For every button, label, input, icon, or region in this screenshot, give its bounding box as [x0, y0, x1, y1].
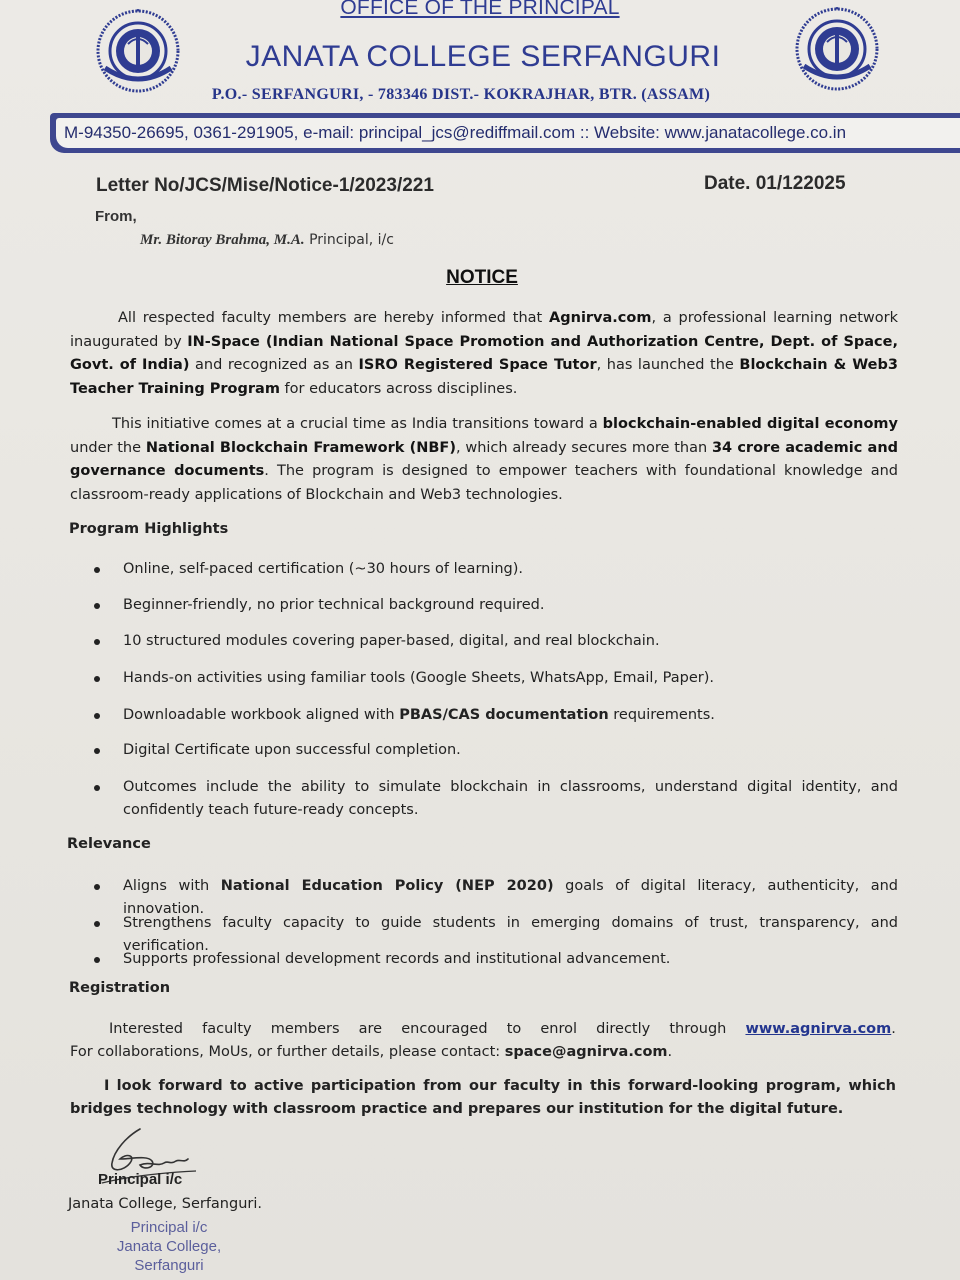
notice-title: NOTICE — [446, 267, 518, 288]
college-address: P.O.- SERFANGURI, - 783346 DIST.- KOKRAJHAR, BTR. (ASSAM) — [211, 86, 711, 103]
sender-name: Mr. Bitoray Brahma, M.A. — [140, 232, 305, 248]
initiative-paragraph: This initiative comes at a crucial time as India transitions toward a blockchain-enabled digital economy under the National Blockchain Framework (NBF), which already secures more than 34 crore academic and governance documents. The program is designed to empower teachers with foundational knowledge and classroom-ready applications of Blockchain and Web3 technologies. — [70, 416, 899, 503]
list-item: Supports professional development records and institutional advancement. — [94, 948, 898, 971]
relevance-heading: Relevance — [67, 836, 151, 852]
office-title: OFFICE OF THE PRINCIPAL — [340, 0, 620, 19]
list-item: 10 structured modules covering paper-based, digital, and real blockchain. — [94, 630, 898, 653]
registration-paragraph: Interested faculty members are encouraged to enrol directly through www.agnirva.com. For collaborations, MoUs, or further details, please contact: space@agnirva.com. — [70, 1021, 896, 1060]
list-item: Digital Certificate upon successful completion. — [94, 739, 898, 762]
list-item: Outcomes include the ability to simulate blockchain in classrooms, understand digital identity, and confidently teach future-ready concepts. — [94, 776, 898, 822]
contact-line: M-94350-26695, 0361-291905, e-mail: principal_jcs@rediffmail.com :: Website: www.janatacollege.co.in — [56, 118, 960, 148]
contact-email: space@agnirva.com — [504, 1044, 668, 1060]
list-item: Strengthens faculty capacity to guide students in emerging domains of trust, transparency, and verification. — [94, 912, 898, 958]
letter-number: Letter No/JCS/Mise/Notice-1/2023/221 — [96, 175, 434, 196]
sender — [140, 232, 394, 249]
registration-heading: Registration — [69, 980, 171, 996]
signatory-college: Janata College, Serfanguri. — [68, 1196, 262, 1212]
highlights-heading: Program Highlights — [69, 521, 229, 537]
list-item: Online, self-paced certification (~30 hours of learning). — [94, 558, 898, 581]
letter-date: Date. 01/122025 — [704, 173, 846, 194]
list-item: Beginner-friendly, no prior technical background required. — [94, 594, 898, 617]
list-item: Hands-on activities using familiar tools (Google Sheets, WhatsApp, Email, Paper). — [94, 667, 898, 690]
official-stamp: Principal i/c Janata College, Serfanguri — [116, 1219, 222, 1274]
from-label: From, — [95, 208, 137, 225]
list-item: Downloadable workbook aligned with PBAS/CAS documentation requirements. — [94, 704, 898, 727]
signatory-title: Principal i/c — [98, 1171, 183, 1188]
agnirva-link[interactable]: www.agnirva.com — [745, 1021, 892, 1037]
closing-paragraph: I look forward to active participation from our faculty in this forward-looking program, which bridges technology with classroom practice and prepares our institution for the digital future. — [70, 1078, 896, 1117]
list-item: Aligns with National Education Policy (NEP 2020) goals of digital literacy, authenticity, and innovation. — [94, 875, 898, 921]
intro-paragraph: All respected faculty members are hereby informed that Agnirva.com, a professional learning network inaugurated by IN-Space (Indian National Space Promotion and Authorization Centre, Dept. of Space, Govt. of India) and recognized as an ISRO Registered Space Tutor, has launched the Blockchain & Web3 Teacher Training Program for educators across disciplines. — [70, 310, 898, 397]
sender-role: Principal, i/c — [309, 232, 394, 248]
college-name: JANATA COLLEGE SERFANGURI — [245, 40, 721, 73]
